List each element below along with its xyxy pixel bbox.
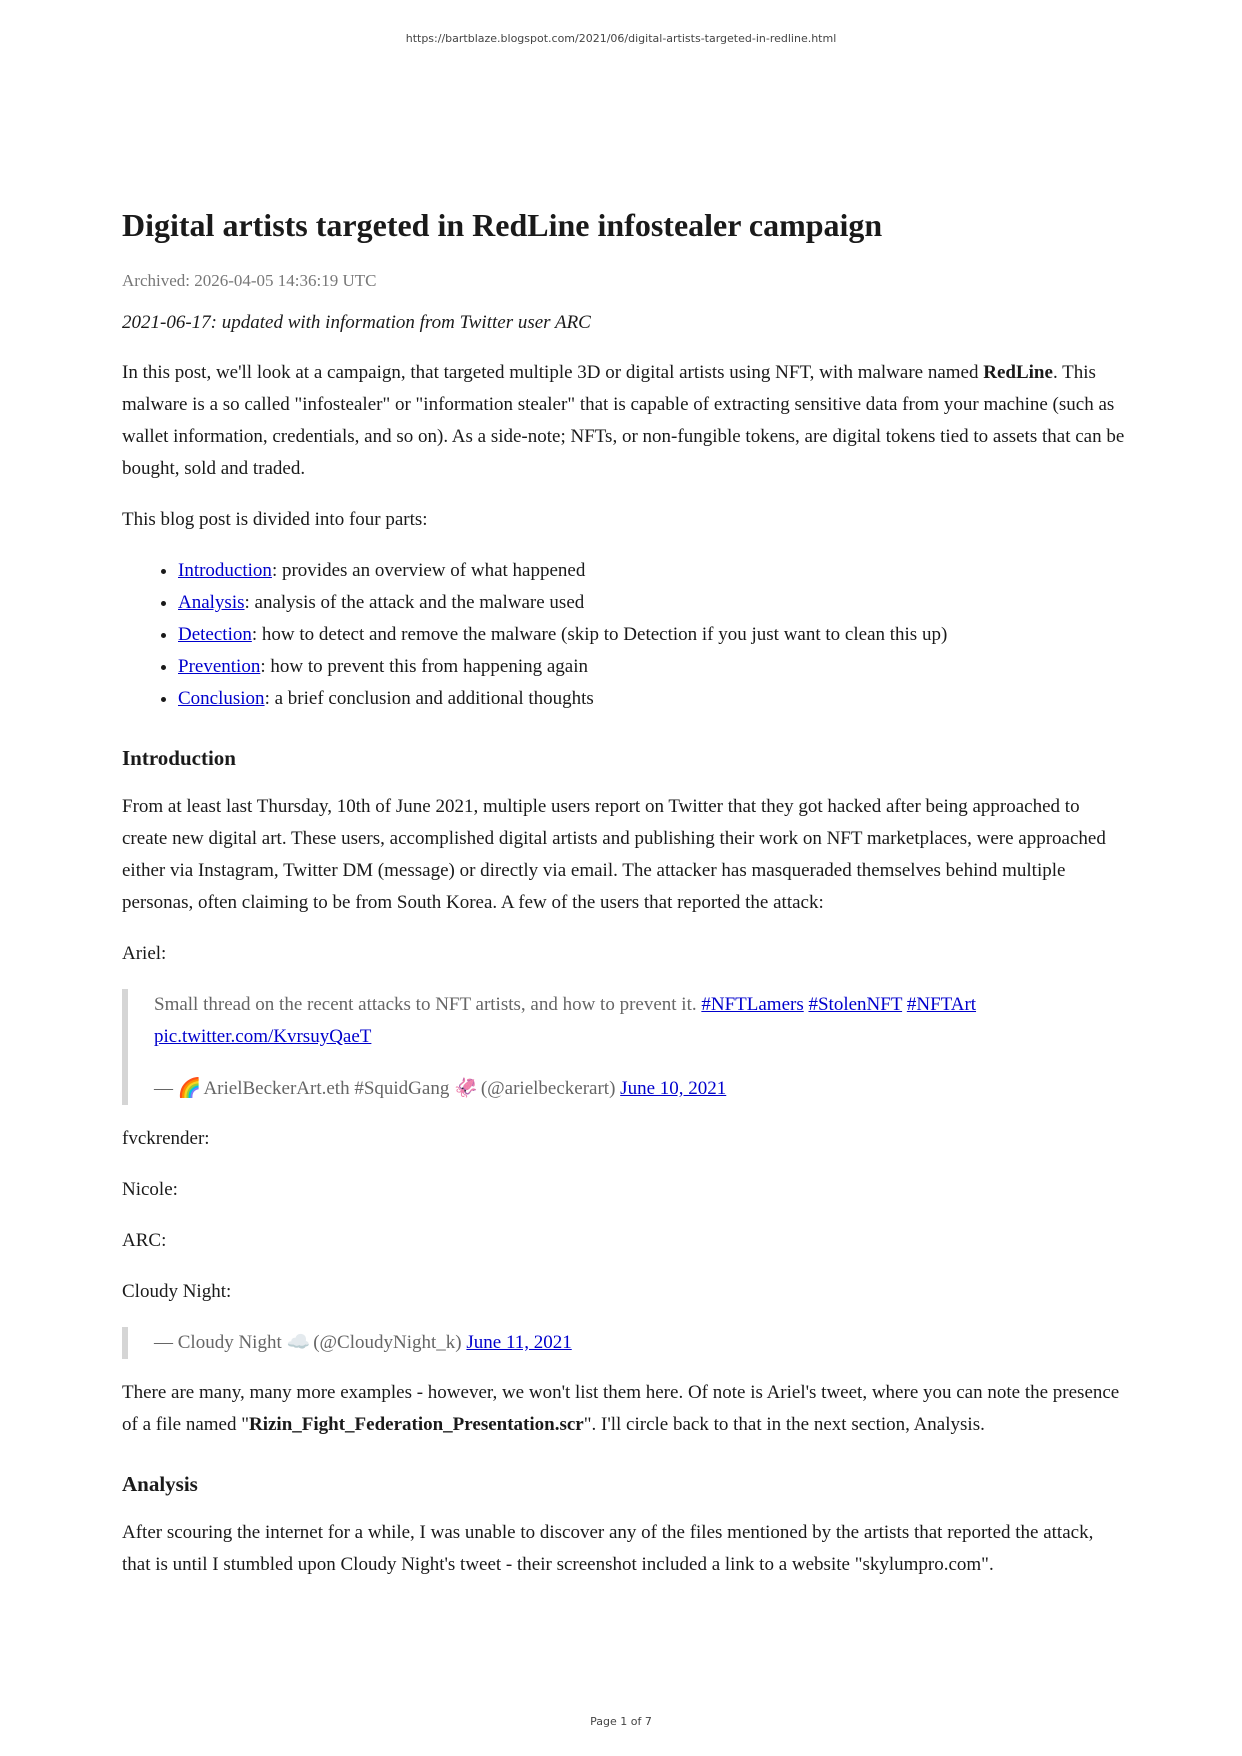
closing-text-2: ". I'll circle back to that in the next section, Analysis. [583, 1414, 985, 1435]
tweet-date-link[interactable]: June 10, 2021 [620, 1078, 727, 1099]
hashtag-nftlamers[interactable]: #NFTLamers [701, 994, 804, 1015]
hashtag-stolennft[interactable]: #StolenNFT [808, 994, 903, 1015]
tweet-cloudy-night [122, 1327, 1126, 1359]
intro-text-1: In this post, we'll look at a campaign, that targeted multiple 3D or digital artists using NFT, with malware named [122, 362, 984, 383]
introduction-heading: Introduction [122, 746, 236, 770]
toc-desc: : how to prevent this from happening again [260, 656, 589, 677]
dash: — [154, 1078, 178, 1099]
toc-link-introduction[interactable]: Introduction [178, 560, 272, 581]
tweet-ariel-attribution [154, 1073, 1126, 1105]
label-arc: ARC: [122, 1230, 167, 1251]
article [122, 205, 1126, 1600]
hashtag-nftart[interactable]: #NFTArt [906, 994, 977, 1015]
toc-intro: This blog post is divided into four parts: [122, 509, 428, 530]
introduction-closing [122, 1377, 1126, 1441]
tweet-cloudy-attribution [154, 1327, 1126, 1359]
tweet-author: — Cloudy Night [154, 1332, 287, 1353]
toc-link-detection[interactable]: Detection [178, 624, 252, 645]
toc-desc: : a brief conclusion and additional thoughts [264, 688, 594, 709]
toc-desc: : analysis of the attack and the malware used [244, 592, 585, 613]
page-url-header: https://bartblaze.blogspot.com/2021/06/digital-artists-targeted-in-redline.html [405, 32, 837, 45]
squid-icon: 🦑 [454, 1078, 478, 1099]
tweet-handle: (@arielbeckerart) [476, 1078, 621, 1099]
page-number: Page 1 of 7 [590, 1715, 652, 1728]
filename-bold: Rizin_Fight_Federation_Presentation.scr [248, 1414, 584, 1435]
toc-link-analysis[interactable]: Analysis [178, 592, 245, 613]
analysis-body: After scouring the internet for a while, I was unable to discover any of the files mentioned by the artists that reported the attack, that is until I stumbled upon Cloudy Night's tweet - their screenshot included a link to a website "skylumpro.com". [122, 1522, 1094, 1575]
label-nicole: Nicole: [122, 1179, 178, 1200]
closing-text-1: There are many, many more examples - however, we won't list them here. Of note is Ariel's tweet, where you can note the presence of a file named " [122, 1382, 1120, 1435]
intro-paragraph [122, 357, 1126, 485]
intro-text-2: . This malware is a so called "infostealer" or "information stealer" that is capable of extracting sensitive data from your machine (such as wallet information, credentials, and so on). As a side-note; NFTs, or non-fungible tokens, are digital tokens tied to assets that can be bought, sold and traded. [122, 362, 1125, 479]
tweet-pic-link[interactable]: pic.twitter.com/KvrsuyQaeT [154, 1026, 372, 1047]
cloud-icon: ☁️ [286, 1332, 311, 1353]
toc-desc: : provides an overview of what happened [271, 560, 586, 581]
toc-item-conclusion [178, 683, 1126, 715]
toc-item-introduction [178, 555, 1126, 587]
redline-bold: RedLine [983, 362, 1053, 383]
table-of-contents [122, 555, 1126, 715]
tweet-handle: (@CloudyNight_k) [308, 1332, 467, 1353]
toc-link-prevention[interactable]: Prevention [178, 656, 261, 677]
introduction-body: From at least last Thursday, 10th of June 2021, multiple users report on Twitter that they got hacked after being approached to create new digital art. These users, accomplished digital artists and publishing their work on NFT marketplaces, were approached either via Instagram, Twitter DM (message) or directly via email. The attacker has masqueraded themselves behind multiple personas, often claiming to be from South Korea. A few of the users that reported the attack: [122, 796, 1106, 913]
label-fvckrender: fvckrender: [122, 1128, 210, 1149]
analysis-heading: Analysis [122, 1472, 198, 1496]
toc-item-prevention [178, 651, 1126, 683]
label-ariel: Ariel: [122, 943, 167, 964]
toc-item-analysis [178, 587, 1126, 619]
tweet-ariel [122, 989, 1126, 1105]
tweet-text: Small thread on the recent attacks to NFT artists, and how to prevent it. [154, 994, 702, 1015]
tweet-author: ArielBeckerArt.eth #SquidGang [199, 1078, 455, 1099]
archived-timestamp: Archived: 2026-04-05 14:36:19 UTC [122, 271, 377, 290]
toc-item-detection [178, 619, 1126, 651]
toc-desc: : how to detect and remove the malware (skip to Detection if you just want to clean this up) [251, 624, 948, 645]
tweet-ariel-text [154, 989, 1126, 1053]
tweet-date-link[interactable]: June 11, 2021 [466, 1332, 572, 1353]
toc-link-conclusion[interactable]: Conclusion [178, 688, 265, 709]
rainbow-icon: 🌈 [177, 1078, 202, 1099]
update-note: 2021-06-17: updated with information from Twitter user ARC [122, 312, 591, 333]
article-title: Digital artists targeted in RedLine infostealer campaign [122, 207, 883, 243]
label-cloudy-night: Cloudy Night: [122, 1281, 232, 1302]
